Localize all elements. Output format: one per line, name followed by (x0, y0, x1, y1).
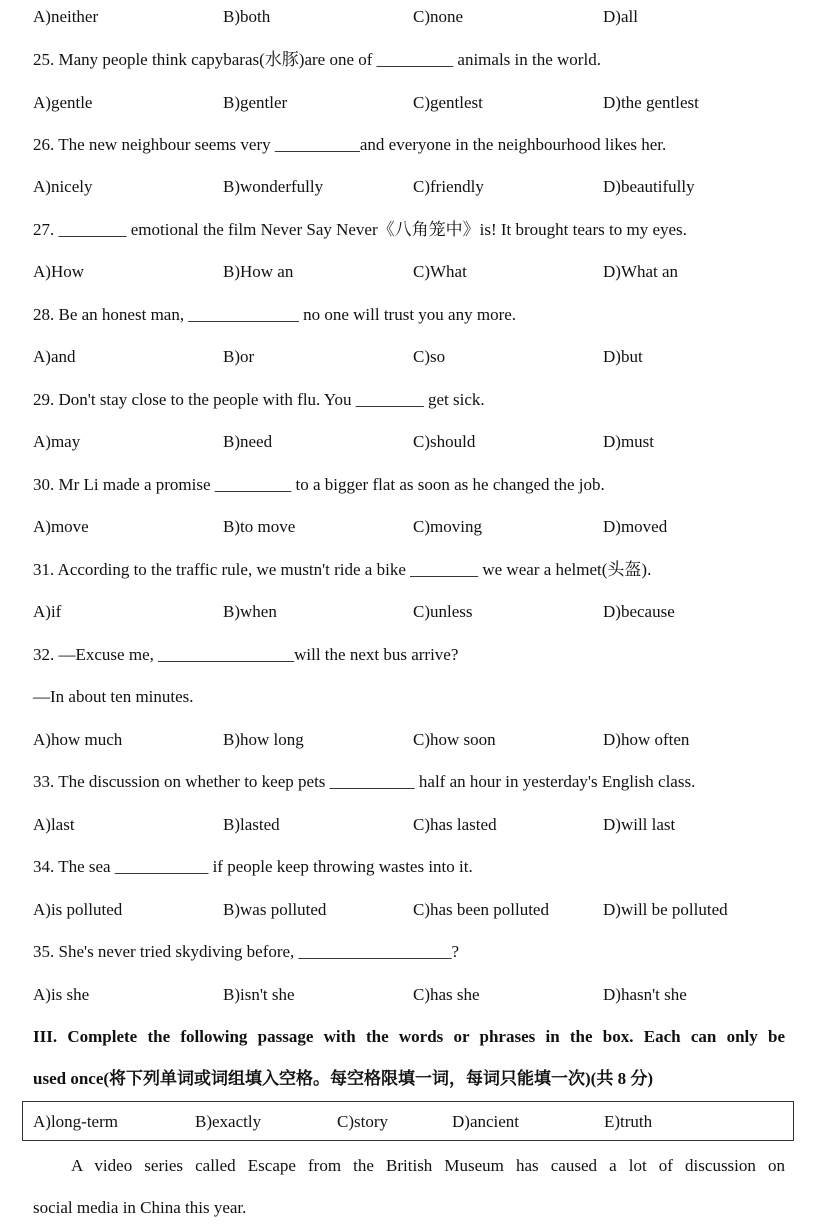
q24-options (33, 7, 813, 27)
q27-options (33, 262, 813, 282)
q24-option-d: D)all (603, 7, 638, 26)
q25-stem: 25. Many people think capybaras(水豚)are one of _________ animals in the world. (33, 50, 601, 69)
q35-option-b: B)isn't she (223, 985, 295, 1004)
q29-option-b: B)need (223, 432, 273, 451)
q25-option-d: D)the gentlest (603, 93, 699, 112)
q33-stem: 33. The discussion on whether to keep pets __________ half an hour in yesterday's English class. (33, 772, 696, 791)
q31-option-d: D)because (603, 602, 675, 621)
word-box-item-e: E)truth (604, 1112, 653, 1131)
word-box-item-a: A)long-term (33, 1112, 118, 1131)
q26-stem: 26. The new neighbour seems very __________and everyone in the neighbourhood likes her. (33, 135, 667, 154)
q26-options (33, 177, 813, 197)
q29-option-c: C)should (413, 432, 476, 451)
q34-option-b: B)was polluted (223, 900, 327, 919)
q34-option-d: D)will be polluted (603, 900, 728, 919)
q29-option-a: A)may (33, 432, 81, 451)
q33-option-a: A)last (33, 815, 75, 834)
q35-options (33, 985, 813, 1005)
q30-option-a: A)move (33, 517, 89, 536)
q33-option-b: B)lasted (223, 815, 280, 834)
q33-options (33, 815, 813, 835)
passage-line2: social media in China this year. (33, 1198, 247, 1217)
q30-option-b: B)to move (223, 517, 296, 536)
word-box-item-d: D)ancient (452, 1112, 520, 1131)
q29-options (33, 432, 813, 452)
q32-option-a: A)how much (33, 730, 123, 749)
q25-option-a: A)gentle (33, 93, 93, 112)
q25-option-c: C)gentlest (413, 93, 483, 112)
q28-option-c: C)so (413, 347, 446, 366)
q24-option-c: C)none (413, 7, 464, 26)
q28-option-a: A)and (33, 347, 76, 366)
q25-option-b: B)gentler (223, 93, 288, 112)
q34-stem: 34. The sea ___________ if people keep throwing wastes into it. (33, 857, 473, 876)
q29-option-d: D)must (603, 432, 654, 451)
q33-option-d: D)will last (603, 815, 676, 834)
q35-option-d: D)hasn't she (603, 985, 687, 1004)
q29-stem: 29. Don't stay close to the people with flu. You ________ get sick. (33, 390, 485, 409)
q26-option-d: D)beautifully (603, 177, 695, 196)
q35-stem: 35. She's never tried skydiving before, __________________? (33, 942, 460, 961)
q28-options (33, 347, 813, 367)
q32-option-b: B)how long (223, 730, 304, 749)
q24-option-a: A)neither (33, 7, 99, 26)
q34-option-c: C)has been polluted (413, 900, 549, 919)
q30-options (33, 517, 813, 537)
q33-option-c: C)has lasted (413, 815, 497, 834)
q31-option-b: B)when (223, 602, 277, 621)
q32-stem: 32. —Excuse me, ________________will the next bus arrive? (33, 645, 459, 664)
q34-options (33, 900, 813, 920)
q35-option-c: C)has she (413, 985, 480, 1004)
q32-options (33, 730, 813, 750)
q32-option-c: C)how soon (413, 730, 496, 749)
word-box-item-c: C)story (337, 1112, 388, 1131)
q28-option-b: B)or (223, 347, 255, 366)
q34-option-a: A)is polluted (33, 900, 123, 919)
q31-option-a: A)if (33, 602, 62, 621)
q26-option-a: A)nicely (33, 177, 93, 196)
q30-stem: 30. Mr Li made a promise _________ to a bigger flat as soon as he changed the job. (33, 475, 605, 494)
q26-option-b: B)wonderfully (223, 177, 324, 196)
q32-reply: —In about ten minutes. (33, 687, 194, 706)
q32-option-d: D)how often (603, 730, 690, 749)
q31-option-c: C)unless (413, 602, 473, 621)
section3-heading-line1: III. Complete the following passage with the words or phrases in the box. Each can only be (33, 1027, 785, 1046)
q27-option-a: A)How (33, 262, 84, 281)
q27-option-d: D)What an (603, 262, 679, 281)
section3-heading-line2: used once(将下列单词或词组填入空格。每空格限填一词，每词只能填一次)(共 8 分) (33, 1069, 654, 1088)
q31-stem: 31. According to the traffic rule, we mustn't ride a bike ________ we wear a helmet(头盔). (33, 560, 652, 579)
word-box-item-b: B)exactly (195, 1112, 262, 1131)
q28-stem: 28. Be an honest man, _____________ no one will trust you any more. (33, 305, 517, 324)
q24-option-b: B)both (223, 7, 271, 26)
passage-line1: A video series called Escape from the British Museum has caused a lot of discussion on (71, 1156, 785, 1175)
q35-option-a: A)is she (33, 985, 90, 1004)
q27-option-c: C)What (413, 262, 467, 281)
q30-option-d: D)moved (603, 517, 668, 536)
q26-option-c: C)friendly (413, 177, 484, 196)
q27-option-b: B)How an (223, 262, 294, 281)
q31-options (33, 602, 813, 622)
q25-options (33, 93, 813, 113)
q30-option-c: C)moving (413, 517, 482, 536)
q28-option-d: D)but (603, 347, 643, 366)
q27-stem: 27. ________ emotional the film Never Say Never《八角笼中》is! It brought tears to my eyes. (33, 220, 687, 239)
word-box (22, 1101, 794, 1141)
